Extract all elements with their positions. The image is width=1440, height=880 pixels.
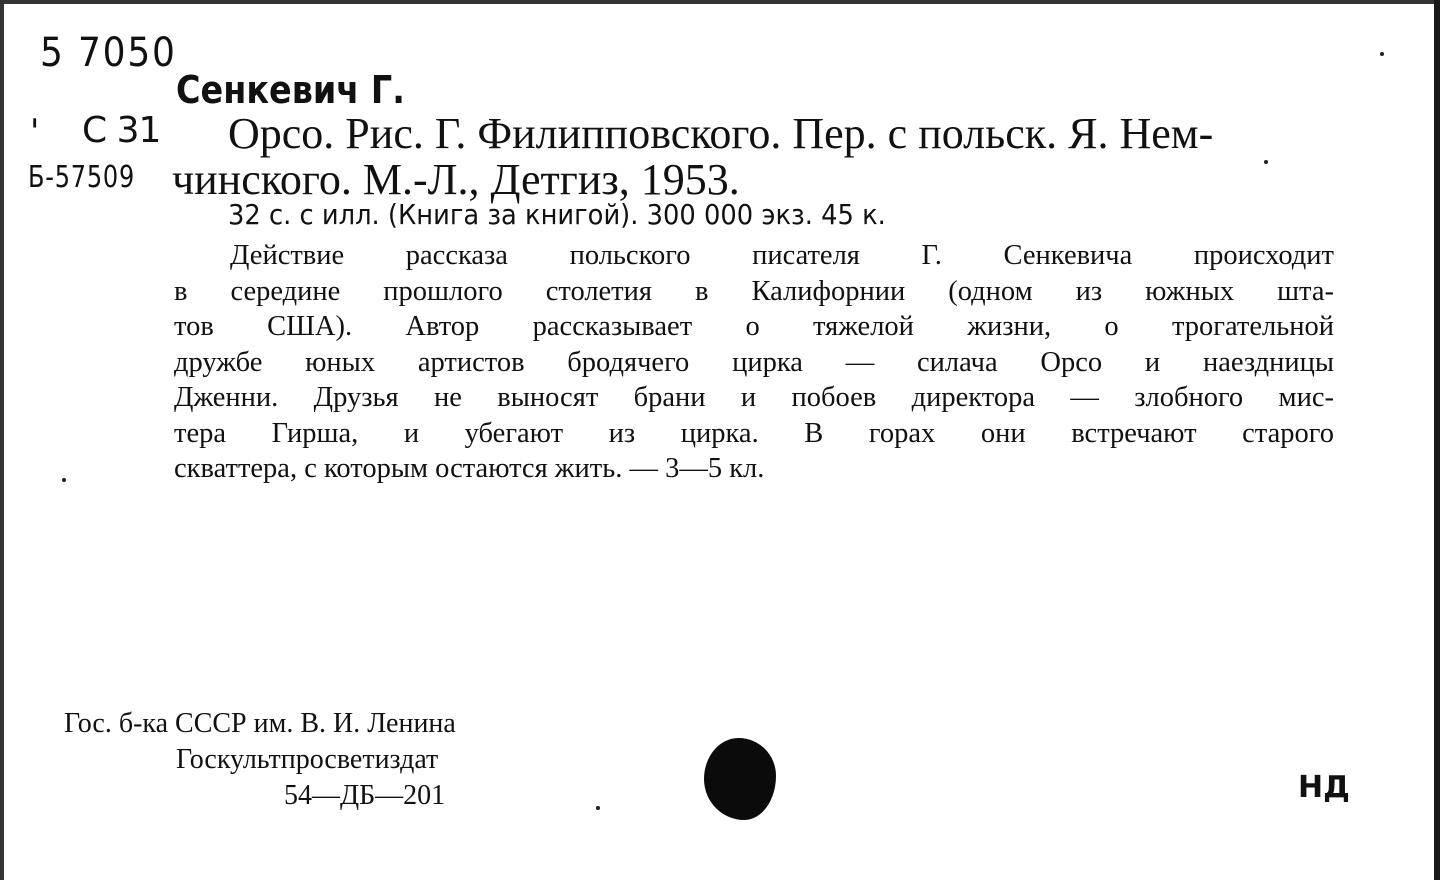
classification-code: С 31: [82, 110, 161, 151]
annotation-line: тов США). Автор рассказывает о тяжелой жизни, о трогательной: [174, 311, 1334, 342]
title-line-2: чинского. М.-Л., Детгиз, 1953.: [172, 155, 740, 204]
title-line-1: Орсо. Рис. Г. Филипповского. Пер. с польск. Я. Нем-: [228, 109, 1214, 158]
dust-speck: [596, 806, 600, 810]
physical-description: 32 с. с илл. (Книга за книгой). 300 000 экз. 45 к.: [228, 198, 886, 231]
annotation-line: Дженни. Друзья не выносят брани и побоев директора — злобного мис-: [174, 382, 1334, 413]
annotation-line: в середине прошлого столетия в Калифорнии (одном из южных шта-: [174, 275, 1334, 307]
imprint-publisher: Госкультпросветиздат: [176, 744, 439, 775]
card-border-top: [0, 0, 1440, 4]
handwritten-shelf-number: Б-57509: [28, 160, 136, 195]
annotation-line: скваттера, с которым остаются жить. — 3—5 кл.: [174, 453, 765, 484]
imprint-code: 54—ДБ—201: [284, 780, 446, 811]
imprint-library: Гос. б-ка СССР им. В. И. Ленина: [64, 708, 456, 739]
handwritten-mark: ': [30, 112, 42, 152]
nd-mark: НД: [1298, 770, 1350, 805]
author-heading: Сенкевич Г.: [176, 68, 405, 112]
ink-blot: [704, 738, 776, 820]
annotation-line: тера Гирша, и убегают из цирка. В горах они встречают старого: [174, 417, 1334, 449]
annotation: [174, 238, 1334, 487]
dust-speck: [1264, 160, 1268, 164]
annotation-line: Действие рассказа польского писателя Г. Сенкевича происходит: [230, 240, 1334, 271]
handwritten-number: 5 7050: [40, 30, 177, 76]
annotation-line: дружбе юных артистов бродячего цирка — силача Орсо и наездницы: [174, 346, 1334, 378]
card-border-left: [0, 0, 4, 880]
card-border-right: [1434, 0, 1440, 880]
dust-speck: [1380, 52, 1384, 56]
dust-speck: [62, 478, 66, 482]
